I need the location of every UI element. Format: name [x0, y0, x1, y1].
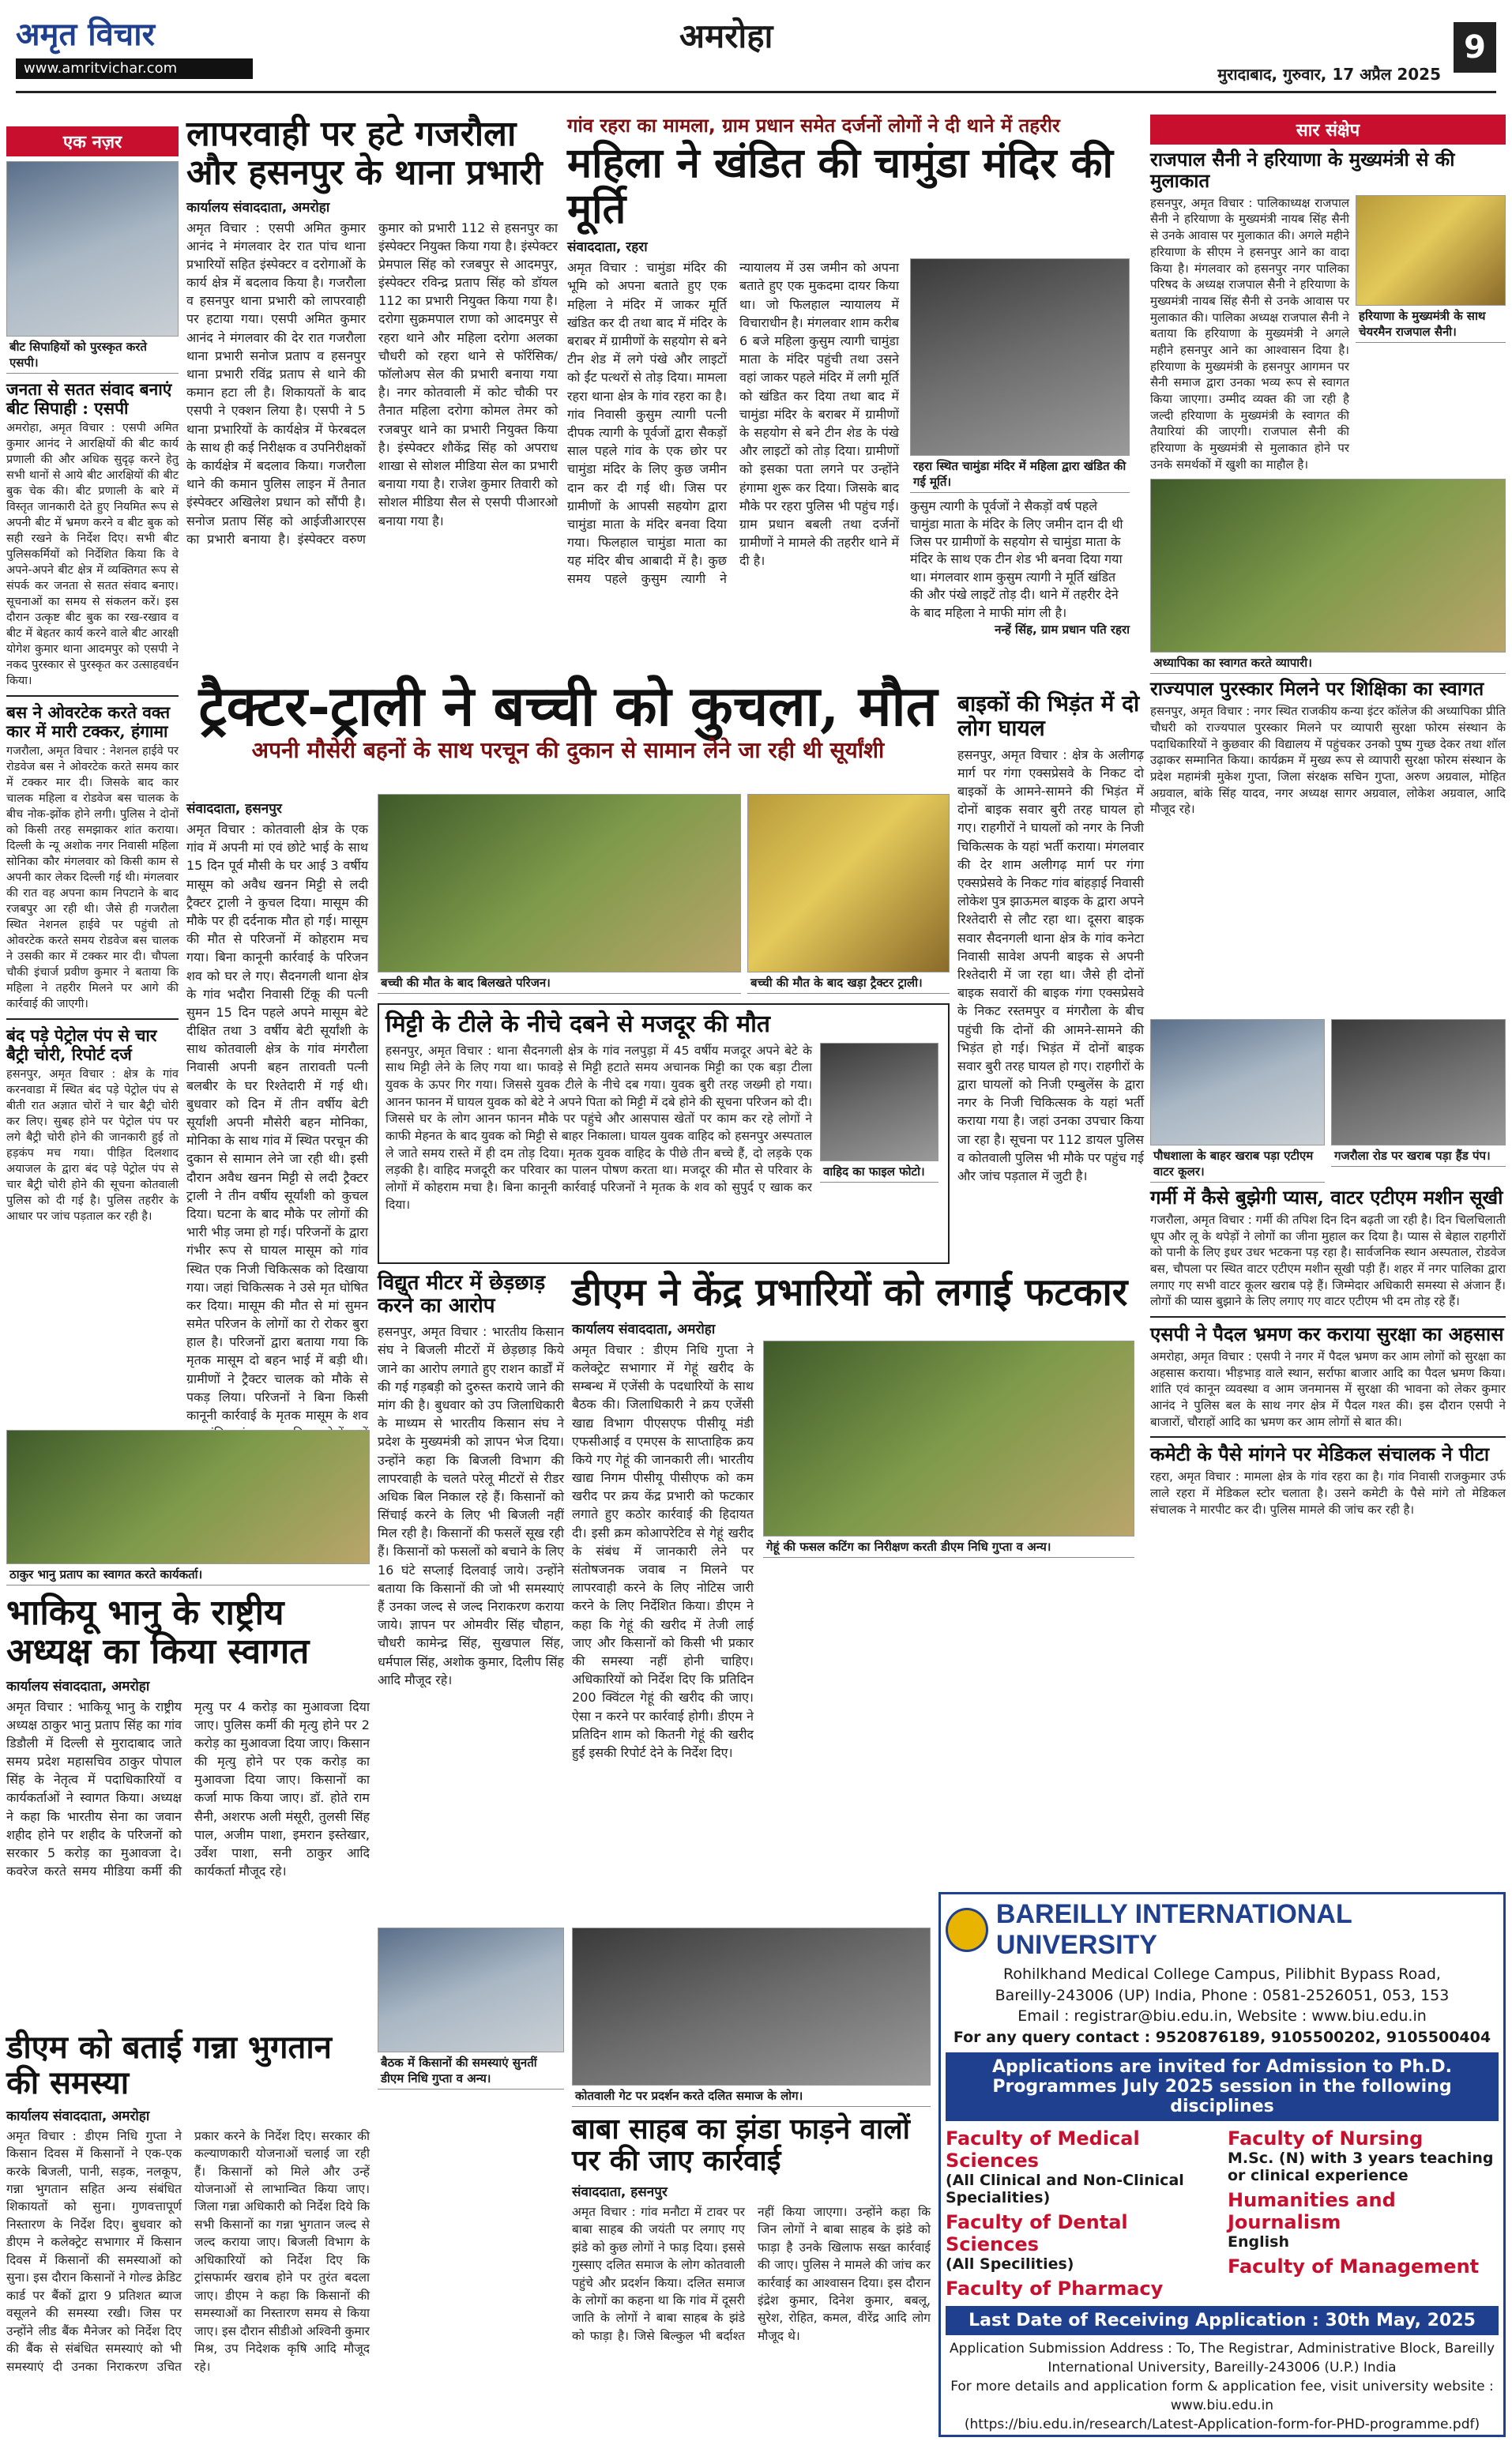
ganna-photo-block [378, 1928, 564, 2086]
story-headline: मिट्टी के टीले के नीचे दबने से मजदूर की मौत [386, 1010, 770, 1038]
faculty-item: Faculty of Nursing [1228, 2127, 1424, 2150]
story-body: अमृत विचार : एसपी अमित कुमार आनंद ने मंगलवार देर रात पांच थाना प्रभारियों सहित इंस्पेक्टर व दरोगाओं के कार्य क्षेत्र में बदलाव किया है। गजरौला व हसनपुर थाना प्रभारी को लापरवाही पर हटाया गया। एसपी अमित कुमार आनंद ने मंगलवार की देर रात गजरौला थाना प्रभारी सनोज प्रताप व हसनपुर थाना प्रभारी रविंद्र प्रताप से थाने की कमान हटा ली है। शिकायतों के बाद एसपी ने एक्शन लिया है। एसपी ने 5 थाना प्रभारियों के कार्यक्षेत्र में फेरबदल के साथ ही कई निरीक्षक व उपनिरीक्षकों के कार्यक्षेत्र में बदलाव किया। गजरौला थाने की कमान पुलिस लाइन में तैनात इंस्पेक्टर अखिलेश प्रधान को सौंपी है। सनोज प्रताप सिंह को आईजीआरएस का प्रभारी बनाया है। इंस्पेक्टर वरुण कुमार को प्रभारी 112 से हसनपुर का इंस्पेक्टर नियुक्त किया गया है। इंस्पेक्टर प्रेमपाल सिंह को रजबपुर से आदमपुर, इंस्पेक्टर रविन्द्र प्रताप सिंह को डॉयल 112 का प्रभारी नियुक्त किया गया है। दरोगा सुक्रमपाल राणा को आदमपुर से रहरा थाने और महिला दरोगा अलका चौधरी को रहरा थाने से फॉरेंसिक/फॉलोअप सेल की प्रभारी बनाया गया है। नगर कोतवाली में कोट चौकी पर तैनात महिला दरोगा कोमल तेमर को रजबपुर थाने का प्रभारी नियुक्त किया है। इंस्पेक्टर शौकेंद्र सिंह को अपराध शाखा से सोशल मीडिया सेल का प्रभारी बनाया गया है। राजेश कुमार तिवारी को सोशल मीडिया सैल से एसपी पीआरओ बनाया गया है। [186, 220, 558, 547]
university-advertisement[interactable] [938, 1892, 1506, 2437]
story-body: हसनपुर, अमृत विचार : नगर स्थित राजकीय कन्या इंटर कॉलेज की अध्यापिका प्रीति चौधरी को राज्यपाल पुरस्कार मिलने पर व्यापारी सुरक्षा फोरम संस्थान के पदाधिकारियों ने कुछवार की विद्यालय में पहुंचकर उनको पुष्प गुच्छ देकर तथा शॉल उढ़ाकर सम्मानित किया। कार्यक्रम में मुख्य रूप से व्यापारी सुरक्षा फोरम संस्थान के प्रदेश महामंत्री मुकेश गुप्ता, जिला संरक्षक सचिन गुप्ता, अरुण अग्रवाल, मोहित अग्रवाल, बांके सिंह यादव, नगर अध्यक्ष सागर अग्रवाल, लोकेश अग्रवाल, आदि मौजूद रहे। [1150, 704, 1506, 817]
masthead [16, 6, 1496, 93]
byline: संवाददाता, रहरा [567, 239, 648, 256]
faculty-item: Faculty of Medical Sciences [946, 2127, 1140, 2172]
faculty-item: Faculty of Dental Sciences [946, 2211, 1128, 2256]
newspaper-logo: अमृत विचार [16, 16, 155, 53]
faculty-detail: M.Sc. (N) with 3 years teaching or clinical experience [1228, 2150, 1494, 2185]
ad-footer-line: For more details and application form & application fee, visit university website : www.biu.edu.in [950, 2378, 1494, 2413]
story-body: अमृत विचार : भाकियू भानु के राष्ट्रीय अध्यक्ष ठाकुर भानु प्रताप सिंह का गांव डिडौली में दिल्ली से मुरादाबाद जाते समय प्रदेश महासचिव ठाकुर पोपाल सिंह के नेतृत्व में पदाधिकारियों व कार्यकर्ताओं ने स्वागत किया। अध्यक्ष ने कहा कि भारतीय सेना का जवान शहीद होने पर शहीद के परिजनों को सरकार 5 करोड़ का मुआवजा दे। कवरेज करते समय मीडिया कर्मी की मृत्यु पर 4 करोड़ का मुआवजा दिया जाए। पुलिस कर्मी की मृत्यु होने पर 2 करोड़ का मुआवजा दिया जाए। किसान की मृत्यु होने पर एक करोड़ का मुआवजा दिया जाए। किसानों का कर्जा माफ किया जाए। डॉ. होते राम सैनी, अशरफ अली मंसूरी, तुलसी सिंह पाल, अजीम पाशा, इमरान इस्तेखार, उर्वेश पाशा, सनी ठाकुर आदि कार्यकर्ता मौजूद रहे। [6, 1698, 370, 1879]
ad-email-line[interactable]: Email : registrar@biu.edu.in, Website : www.biu.edu.in [1017, 2007, 1427, 2026]
tractor-photos [378, 794, 950, 999]
story-body: अमृत विचार : डीएम निधि गुप्ता ने कलेक्ट्रेट सभागार में गेहूं खरीद के सम्बन्ध में एजेंसी के पदधारियों के साथ बैठक की। जिलाधिकारी ने क्रय एजेंसी खाद्य विभाग पीएसएफ पीसीयू मंडी एफसीआई व एमएस के साप्ताहिक क्रय किये गए गेहूं की जानकारी ली। भारतीय खाद्य निगम पीसीयू पीसीएफ को कम खरीद पर क्रय केंद्र प्रभारी को फटकार लगाते हुए कठोर कार्रवाई की हिदायत दी। इसी क्रम कोआपरेटिव से गेहूं खरीद के संबंध में जानकारी लेने पर संतोषजनक जवाब न मिलने पर लापरवाही करने के लिए नोटिस जारी करने के लिए निर्देशित किया। डीएम ने कहा कि गेहूं की खरीद में तेजी लाई जाए और किसानों को किसी भी प्रकार की समस्या नहीं होनी चाहिए। अधिकारियों को निर्देश दिए कि प्रतिदिन 200 क्विंटल गेहूं की खरीद की जाए। ऐसा न करने पर कार्रवाई होगी। डीएम ने प्रतिदिन शाम को कितनी गेहूं की खरीद हुई इसकी रिपोर्ट देने के निर्देश दिए। [572, 1341, 754, 1760]
story-body: अमृत विचार : डीएम निधि गुप्ता ने किसान दिवस में किसानों ने एक-एक करके बिजली, पानी, सड़क, नलकूप, गन्ना भुगतान सहित अन्य संबंधित शिकायतों को सुना। गुणवत्तापूर्ण निस्तारण के निर्देश दिए। बुधवार को डीएम ने कलेक्ट्रेट सभागार में किसान दिवस में किसानों की समस्याओं को सुना। इस दौरान किसानों ने गोल्ड क्रेडिट कार्ड पर बैंकों द्वारा 9 प्रतिशत ब्याज वसूलने की समस्या रखी। जिस पर उन्होंने लीड बैंक मैनेजर को निर्देश दिए की बैंक से संबंधित समस्याएं को भी समस्याएं दी उनका निराकरण उचित प्रकार करने के निर्देश दिए। सरकार की कल्याणकारी योजनाओं चलाई जा रही हैं। किसानों को मिले और उन्हें योजनाओं से लाभान्वित किया जाए। जिला गन्ना अधिकारी को निर्देश दिये कि सभी किसानों का गन्ना भुगतान जल्द से जल्द कराया जाए। बिजली विभाग के अधिकारियों को निर्देश दिए कि ट्रांसफार्मर खराब होने पर तुरंत बदला जाए। डीएम ने कहा कि किसानों की समस्याओं का निस्तारण समय से किया जाए। इस दौरान सीडीओ अश्विनी कुमार मिश्र, उप निदेशक कृषि आदि मौजूद रहे। [6, 2128, 370, 2374]
photo-caption: बैठक में किसानों की समस्याएं सुनतीं डीएम निधि गुप्ता व अन्य। [378, 2052, 564, 2090]
quote-attribution: नन्हें सिंह, ग्राम प्रधान पति रहरा [995, 623, 1130, 637]
left-column [6, 126, 179, 1422]
beat-police-photo [6, 161, 179, 337]
faculty-item: Faculty of Pharmacy [946, 2278, 1164, 2300]
broken-idol-photo [910, 258, 1130, 456]
story-body: अमृत विचार : चामुंडा मंदिर की भूमि को अपना बताते हुए एक महिला ने मंदिर में जाकर मूर्ति खंडित कर दी तथा बाद में मंदिर के बराबर में ग्रामीणों के सहयोग से बने टीन शेड में लगे पंखे और लाइटों को ईंट पत्थरों से तोड़ दिया। मामला रहरा थाना क्षेत्र के गांव रहरा का है। गांव निवासी कुसुम त्यागी पत्नी दीपक त्यागी के पूर्वजों द्वारा सैकड़ों साल पहले गांव के एक छोर पर चामुंडा मंदिर के लिए कुछ जमीन दान कर दी गई थी। जिस पर ग्रामीणों के आपसी सहयोग द्वारा चामुंडा माता के मंदिर बनवा दिया गया। फिलहाल चामुंडा माता का यह मंदिर बीच आबादी में है। कुछ समय पहले कुसुम त्यागी ने न्यायालय में उस जमीन को अपना बताते हुए एक मुकदमा दायर किया था। जो फिलहाल न्यायालय में विचाराधीन है। मंगलवार शाम करीब 6 बजे महिला कुसुम त्यागी चामुंडा माता के मंदिर पहुंची तथा उसने वहां जाकर पहले मंदिर में लगी मूर्ति को खंडित कर दिया तथा बाद में चामुंडा मंदिर के बराबर में ग्रामीणों के सहयोग से बने टीन शेड के पंखे और लाइटों को तोड़ दिया। ग्रामीणों को इसका पता लगने पर उन्होंने हंगामा शुरू कर दिया। जिसके बाद मौके पर रहरा पुलिस भी पहुंच गई। ग्राम प्रधान बबली तथा दर्जनों ग्रामीणों ने मामले की तहरीर थाने में दी है। [567, 260, 899, 587]
baba-sahab-story [572, 1928, 931, 2441]
byline: कार्यालय संवाददाता, अमरोहा [6, 1678, 150, 1695]
edition-title: अमरोहा [679, 17, 773, 55]
kisan-meeting-photo [378, 1928, 564, 2052]
protest-photo [572, 1928, 931, 2086]
tractor-story-col [186, 794, 368, 1423]
photo-caption: ठाकुर भानु प्रताप का स्वागत करते कार्यकर्ता। [6, 1564, 370, 1585]
pull-quote: कुसुम त्यागी के पूर्वजों ने सैकड़ों वर्ष पहले चामुंडा माता के मंदिर के लिए जमीन दान दी थी जिस पर ग्रामीणों के सहयोग से चामुंडा माता के मंदिर के साथ एक टीन शेड भी बनवा दिया गया था। मंगलवार शाम कुसुम त्यागी ने मूर्ति खंडित की और पंखे लाइटें तोड़ दी। थाने में तहरीर देने के बाद महिला ने माफी मांग ली है। [910, 498, 1123, 620]
mandir-story [567, 115, 1130, 683]
ek-nazar-tag: एक नज़र [6, 126, 179, 156]
story-body: हसनपुर, अमृत विचार : पालिकाध्यक्ष राजपाल सैनी ने हरियाणा के मुख्यमंत्री नायब सिंह सैनी से उनके आवास पर मुलाकात की। अगले महीने हरियाणा के सीएम ने हसनपुर आने का वादा किया है। मंगलवार को हसनपुर नगर पालिका परिषद के अध्यक्ष राजपाल सैनी ने हरियाणा के मुख्यमंत्री नायब सिंह सैनी से उनके आवास पर मुलाकात की। पालिका अध्यक्ष राजपाल सैनी ने बताया कि हरियाणा के मुख्यमंत्री ने अगले महीने हसनपुर आने का आश्वासन दिया है। हरियाणा के मुख्यमंत्री के हसनपुर आगमन पर सैनी समाज द्वारा उनका भव्य रूप से स्वागत किया जाएगा। उम्मीद व्यक्त की जा रही है जल्दी हरियाणा के मुख्यमंत्री के स्वागत की तैयारियां की जाएगी। राजपाल सैनी की हरियाणा के मुख्यमंत्री से मुलाकात होने पर उनके समर्थकों में खुशी का माहौल है। [1150, 195, 1349, 472]
story-headline: महिला ने खंडित की चामुंडा मंदिर की मूर्ति [567, 138, 1113, 234]
story-headline: डीएम ने केंद्र प्रभारियों को लगाई फटकार [572, 1270, 1128, 1315]
photo-caption: गजरौला रोड पर खराब पड़ा हैंड पंप। [1331, 1145, 1506, 1167]
story-body: अमृत विचार : कोतवाली क्षेत्र के एक गांव में अपनी मां एवं छोटे भाई के साथ 15 दिन पूर्व मौसी के घर आई 3 वर्षीय मासूम को अवैध खनन मिट्टी से लदी ट्रैक्टर ट्राली ने कुचल दिया। मासूम की मौके पर ही दर्दनाक मौत हो गई। मासूम की मौत से परिजनों में कोहराम मच गया। बिना कानूनी कार्रवाई के परिजन शव को घर ले गए। सैदनगली थाना क्षेत्र के गांव भदौरा निवासी टिंकू की पत्नी सुमन 15 दिन पहले अपने मासूम बेटे दीक्षित तथा 3 वर्षीय बेटी सूर्यांशी के साथ कोतवाली क्षेत्र के गांव मंगरौला निवासी अपनी बहन तारावती पत्नी बलबीर के घर रिश्तेदारी में गई थी। बुधवार को दिन में तीन वर्षीय बेटी सूर्यांशी अपनी मौसेरी बहन मोनिका, मोनिका के साथ गांव में स्थित परचून की दुकान से सामान लेने जा रही थी। इसी दौरान अवैध खनन मिट्टी से लदी ट्रैक्टर ट्राली ने तीन वर्षीय सूर्यांशी को कुचल दिया। घटना के बाद मौके पर लोगों की भारी भीड़ जमा हो गई। परिजनों के द्वारा गंभीर रूप से घायल मासूम को गांव स्थित एक निजी चिकित्सक को दिखाया गया। जहां चिकित्सक ने उसे मृत घोषित कर दिया। मासूम की मौत से मां सुमन समेत परिजन के लोगों का रो रोकर बुरा हाल है। परिजनों द्वारा बताया गया कि मृतक मासूम दो बहन भाई में बड़ी थी। ग्रामीणों ने ट्रैक्टर चालक को मौके से पकड़ लिया। परिजनों ने बिना किसी कानूनी कार्रवाई के मृतक मासूम के शव [186, 822, 368, 1423]
story-headline: बाबा साहब का झंडा फाड़ने वालों पर की जाए कार्रवाई [572, 2112, 910, 2178]
photo-caption: रहरा स्थित चामुंडा मंदिर में महिला द्वारा खंडित की गई मूर्ति। [910, 456, 1130, 493]
story-headline: कमेटी के पैसे मांगने पर मेडिकल संचालक ने पीटा [1150, 1443, 1490, 1466]
ganna-story [6, 2030, 370, 2441]
dm-story [572, 1272, 1144, 1920]
story-headline: ट्रैक्टर-ट्राली ने बच्ची को कुचला, मौत [198, 673, 938, 739]
teacher-welcome-photo [1150, 479, 1506, 653]
page-number: 9 [1454, 22, 1496, 73]
mitti-story-box [378, 1003, 950, 1264]
story-headline: राजपाल सैनी ने हरियाणा के मुख्यमंत्री से की मुलाकात [1150, 148, 1455, 192]
right-column [1150, 115, 1506, 1007]
story-body: रहरा, अमृत विचार : मामला क्षेत्र के गांव रहरा का है। गांव निवासी राजकुमार उर्फ लाले रहरा में मेडिकल स्टोर चलाता है। उसने कमेटी के पैसे मांगे तो मेडिकल संचालक ने मारपीट कर दी। पुलिस मामले की जांच कर रही है। [1150, 1469, 1506, 1517]
photo-caption: पौधशाला के बाहर खराब पड़ा एटीएम वाटर कूलर। [1150, 1145, 1325, 1183]
photo-caption: अध्यापिका का स्वागत करते व्यापारी। [1150, 653, 1506, 674]
story-body: हसनपुर, अमृत विचार : क्षेत्र के गांव करनवाडा में स्थित बंद पड़े पेट्रोल पंप से बीती रात अज्ञात चोरों ने चार बैट्री चोरी कर लिए। सुबह होने पर पेट्रोल पंप पर लगे बैट्री चोरी होने की जानकारी हुई तो हड़कंप मच गया। पीड़ित दिलशाद अयाजल के द्वारा बंद पड़े पेट्रोल पंप से चार बैट्री चोरी होने की सूचना कोतवाली पुलिस को दी गई है। पुलिस तहरीर के आधार पर जांच पड़ताल कर रही है। [6, 1068, 179, 1224]
story-headline: विद्युत मीटर में छेड़छाड़ करने का आरोप [378, 1271, 546, 1318]
victim-file-photo [820, 1043, 938, 1161]
ad-title: BAREILLY INTERNATIONAL UNIVERSITY [996, 1899, 1499, 1961]
byline: संवाददाता, हसनपुर [186, 801, 282, 817]
story-headline: लापरवाही पर हटे गजरौला और हसनपुर के थाना प्रभारी [186, 114, 543, 194]
faculty-detail: (All Clinical and Non-Clinical Specialities) [946, 2172, 1184, 2207]
ad-deadline: Last Date of Receiving Application : 30th May, 2025 [946, 2306, 1499, 2335]
story-headline: जनता से सतत संवाद बनाएं बीट सिपाही : एसपी [6, 379, 172, 418]
faculty-item: Humanities and Journalism [1228, 2189, 1396, 2234]
story-headline: राज्यपाल पुरस्कार मिलने पर शिक्षिका का स्वागत [1150, 677, 1484, 701]
story-headline: भाकियू भानु के राष्ट्रीय अध्यक्ष का किया स्वागत [6, 1593, 310, 1672]
tractor-photo [747, 794, 950, 972]
water-cooler-photo [1150, 1019, 1325, 1145]
ad-footer-line: Application Submission Address : To, The Registrar, Administrative Block, Bareilly International University, Bareilly-243006 (U.P.) India [949, 2341, 1495, 2376]
photo-caption: बच्ची की मौत के बाद बिलखते परिजन। [378, 972, 741, 994]
dateline: मुरादाबाद, गुरुवार, 17 अप्रैल 2025 [1217, 65, 1441, 84]
cm-meeting-photo [1356, 195, 1506, 306]
faculty-item: Faculty of Management [1228, 2255, 1480, 2278]
right-column-lower [1150, 1019, 1506, 1888]
byline: कार्यालय संवाददाता, अमरोहा [186, 199, 330, 216]
story-headline: एसपी ने पैदल भ्रमण कर कराया सुरक्षा का अहसास [1150, 1322, 1504, 1345]
hand-pump-photo [1331, 1019, 1506, 1145]
photo-caption: कोतवाली गेट पर प्रदर्शन करते दलित समाज के लोग। [572, 2086, 931, 2107]
story-subheadline: अपनी मौसेरी बहनों के साथ परचून की दुकान से सामान लेने जा रही थी सूर्यांशी [251, 737, 885, 764]
story-headline: बस ने ओवरटेक करते वक्त कार में मारी टक्कर, हंगामा [6, 702, 171, 741]
bijli-story [378, 1272, 564, 1920]
story-body: हसनपुर, अमृत विचार : भारतीय किसान संघ ने बिजली मीटरों में छेड़छाड़ किये जाने का आरोप लगाते हुए राशन कार्डों में की गई गड़बड़ी को दुरुस्त कराये जाने की मांग की है। बुधवार को उप जिलाधिकारी के माध्यम से भारतीय किसान संघ ने प्रदेश के मुख्यमंत्री को ज्ञापन भेज दिया। उन्होंने कहा कि बिजली विभाग की लापरवाही के चलते परेलू मीटरों से रीडर अधिक बिल निकाल रहे हैं। किसानों को सिंचाई करने के लिए भी बिजली नहीं मिल रही है। किसानों की फसलें सूख रही हैं। किसानों को फसलों को बचाने के लिए 16 घंटे सप्लाई दिलवाई जाये। उन्होंने बताया कि किसानों की जो भी समस्याएं हैं उनका जल्द से जल्द निराकरण कराया जाये। ज्ञापन पर ओमवीर सिंह चौहान, चौधरी कामेन्द्र सिंह, सुखपाल सिंह, धर्मपाल सिंह, अशोक कुमार, दिलीप सिंह आदि मौजूद रहे। [378, 1324, 564, 1687]
story-body: अमरोहा, अमृत विचार : एसपी अमित कुमार आनंद ने आरक्षियों की बीट कार्य प्रणाली की और अधिक सुदृढ़ करने हेतु सभी थानों से आये बीट आरक्षियों की बीट बुक चेक की। बीट प्रणाली के बारे में विस्तृत जानकारी देते हुए नियमित रूप से अपनी बीट में भ्रमण करने व बीट बुक को सही रखने के निर्देश दिए। सभी बीट पुलिसकर्मियों को निर्देशित किया कि वे अपने-अपने बीट क्षेत्र में व्यक्तिगत रूप से संपर्क कर जनता से सतत संवाद बनाए। सूचनाओं का समय से संकलन करें। इस दौरान उत्कृष्ट बीट बुक का रख-रखाव व बीट में बेहतर कार्य करने वाले बीट आरक्षी योगेश कुमार थाना आदमपुर को एसपी ने नकद पुरस्कार से पुरस्कृत कर उत्साहवर्धन किया। [6, 422, 179, 688]
saar-sankshep-tag: सार संक्षेप [1150, 115, 1506, 145]
byline: कार्यालय संवाददाता, अमरोहा [572, 1321, 716, 1337]
story-headline: डीएम को बताई गन्ना भुगतान की समस्या [6, 2029, 332, 2101]
bhanu-story [6, 1430, 370, 2014]
tractor-headline-block [186, 675, 950, 778]
photo-caption: वाहिद का फाइल फोटो। [820, 1161, 938, 1183]
welcome-photo [6, 1430, 370, 1564]
photo-caption: हरियाणा के मुख्यमंत्री के साथ चेयरमैन राजपाल सैनी। [1356, 306, 1506, 343]
story-body: अमरोहा, अमृत विचार : एसपी ने नगर में पैदल भ्रमण कर आम लोगों को सुरक्षा का अहसास कराया। भीड़भाड़ वाले स्थान, सर्राफा बाजार आदि का पैदल भ्रमण किया। शांति एवं कानून व्यवस्था व आम जनमानस में सुरक्षा की भावना को लेकर कुमार आनंद ने पुलिस बल के साथ नगर क्षेत्र में पैदल गश्त की। इस दौरान एसपी ने बाजारों, चौराहों आदि का भ्रमण कर आम लोगों से बात की। [1150, 1349, 1506, 1429]
story-kicker: गांव रहरा का मामला, ग्राम प्रधान समेत दर्जनों लोगों ने दी थाने में तहरीर [567, 115, 1060, 137]
university-logo-icon [946, 1908, 988, 1952]
ad-contact-line: For any query contact : 9520876189, 9105500202, 9105500404 [953, 2028, 1491, 2046]
grieving-family-photo [378, 794, 741, 972]
story-body: अमृत विचार : गांव मनौटा में टावर पर बाबा साहब की जयंती पर लगाए गए झंडे को कुछ लोगों ने फाड़ दिया। इससे गुस्साए दलित समाज के लोग कोतवाली पहुंचे और प्रदर्शन किया। दलित समाज के लोगों का कहना था कि गांव में दूसरी जाति के लोगों ने बाबा साहब के झंडे को फाड़ा है। जिसे बिल्कुल भी बर्दाश्त नहीं किया जाएगा। उन्होंने कहा कि जिन लोगों ने बाबा साहब के झंडे को फाड़ा है उनके खिलाफ सख्त कार्रवाई की जाए। पुलिस ने मामले की जांच कर कार्रवाई का आश्वासन दिया। इस दौरान इंद्रेश कुमार, दिनेश कुमार, बबलू, सुरेश, रोहित, कमल, वीरेंद्र आदि लोग मौजूद थे। [572, 2204, 931, 2343]
ad-footer-link[interactable]: (https://biu.edu.in/research/Latest-Application-form-for-PHD-programme.pdf) [964, 2416, 1480, 2432]
photo-caption: गेहूं की फसल कटिंग का निरीक्षण करती डीएम निधि गुप्ता व अन्य। [763, 1537, 1134, 1558]
story-body: हसनपुर, अमृत विचार : थाना सैदनगली क्षेत्र के गांव नलपुड़ा में 45 वर्षीय मजदूर अपने बेटे के साथ मिट्टी लेने के लिए गया था। फावड़े से मिट्टी हटाते समय अचानक मिट्टी का एक बड़ा टीला युवक के ऊपर गिर गया। जिससे युवक टीले के नीचे दब गया। युवक बुरी तरह जख्मी हो गया। आनन फानन में घायल युवक को बेटे ने अपने पिता को मिट्टी में दबे होने की सूचना परिजन को दी। जिससे घर के लोग आनन फानन मौके पर पहुंचे और आसपास खेतों पर काम कर रहे लोगों ने काफी मेहनत के बाद युवक को मिट्टी से बाहर निकाला। घायल युवक वाहिद को हसनपुर अस्पताल ले जाते समय रास्ते में ही दम तोड़ दिया। मृतक युवक वाहिद के पीछे तीन बच्चे हैं, दो लड़के एक लड़की है। वाहिद मजदूरी कर परिवार का पालन पोषण करता था। मजदूर की मौत से परिवार के लोगों में कोहराम मचा है। बिना कानूनी कार्रवाई परिजनों ने मृतक के शव को सुपुर्द ए खाक कर दिया। [386, 1043, 812, 1212]
story-headline: बंद पड़े पेट्रोल पंप से चार बैट्री चोरी, रिपोर्ट दर्ज [6, 1025, 157, 1064]
photo-caption: बच्ची की मौत के बाद खड़ा ट्रैक्टर ट्राली। [747, 972, 950, 994]
byline: कार्यालय संवाददाता, अमरोहा [6, 2108, 150, 2124]
story-headline: बाइकों की भिड़ंत में दो लोग घायल [957, 690, 1140, 742]
website-url[interactable]: www.amritvichar.com [16, 58, 253, 79]
story-headline: गर्मी में कैसे बुझेगी प्यास, वाटर एटीएम मशीन सूखी [1150, 1186, 1503, 1209]
ad-address-line: Rohilkhand Medical College Campus, Pilibhit Bypass Road, [1003, 1965, 1441, 1983]
photo-caption: बीट सिपाहियों को पुरस्कृत करते एसपी। [6, 337, 179, 374]
ad-banner: Applications are invited for Admission to Ph.D. Programmes July 2025 session in the following disciplines [946, 2052, 1499, 2121]
byline: संवाददाता, हसनपुर [572, 2184, 668, 2200]
story-body: हसनपुर, अमृत विचार : क्षेत्र के अलीगढ़ मार्ग पर गंगा एक्सप्रेसवे के निकट दो बाइकों के आमने-सामने की भिड़ंत में दोनों बाइक सवार बुरी तरह घायल हो गए। राहगीरों ने घायलों को नगर के निजी चिकित्सक के यहां भर्ती कराया। मंगलवार की देर शाम अलीगढ़ मार्ग पर गंगा एक्सप्रेसवे के निकट गांव बांहड़ाई निवासी लोकेश पुत्र झाऊमल बाइक के द्वारा अपने रिश्तेदारी से लौट रहा था। दूसरा बाइक सवार सैदनगली थाना क्षेत्र के गांव कनेटा निवासी सावेश अपनी बाइक से अपनी रिश्तेदारी में जा रहा था। जैसे ही दोनों बाइक सवारों की बाइक गंगा एक्सप्रेसवे के निकट रस्तमपुर व मंगरौला के बीच पहुंची कि दोनों की आमने-सामने की भिड़ंत हो गई। भिड़ंत में दोनों बाइक सवार बुरी तरह घायल हो गए। राहगीरों के द्वारा घायलों को निजी एम्बुलेंस के द्वारा नगर के निजी चिकित्सक के यहां भर्ती कराया गया है। जहां उनका उपचार किया जा रहा है। सूचना पर 112 डायल पुलिस व कोतवाली पुलिस भी मौके पर पहुंच गई और जांच पड़ताल में जुटी है। [957, 747, 1144, 1184]
wheat-inspection-photo [763, 1341, 1134, 1537]
faculty-detail: (All Specilities) [946, 2255, 1074, 2274]
faculty-detail: English [1228, 2233, 1289, 2251]
ad-address-line: Bareilly-243006 (UP) India, Phone : 0581-2526051, 053, 153 [995, 1986, 1450, 2004]
story-body: गजरौला, अमृत विचार : नेशनल हाईवे पर रोडवेज बस ने ओवरटेक करते समय कार में टक्कर मार दी। जिसके बाद कार चालक महिला व रोडवेज बस चालक के बीच नोक-झोंक होने लगी। पुलिस ने दोनों को किसी तरह समझाकर शांत कराया। दिल्ली के न्यू अशोक नगर निवासी महिला सोनिका कौर मंगलवार को किसी काम से अपनी कार लेकर दिल्ली गई थी। मंगलवार की रात वह अपना काम निपटाने के बाद रजबपुर आ रही थी। जैसे ही गजरौला स्थित नेशनल हाईवे पर पहुंची तो ओवरटेक करते समय रोडवेज बस चालक ने उसकी कार में टक्कर मार दी। चौपला चौकी इंचार्ज प्रवीण कुमार ने बताया कि महिला ने तहरीर मिलने पर आगे की कार्रवाई की जाएगी। [6, 745, 179, 1011]
story-body: गजरौला, अमृत विचार : गर्मी की तपिश दिन दिन बढ़ती जा रही है। दिन चिलचिलाती धूप और लू के थपेड़ों ने लोगों का जीना मुहाल कर दिया है। प्यास से बेहाल राहगीरों को पानी के लिए इधर उधर भटकना पड़ रहा है। सार्वजनिक स्थान अस्पताल, रोडवेज बस, चौपला पर स्थित वाटर एटीएम मशीन सूखी पड़ी हैं। शहर में नगर पालिका द्वारा लगाए गए सभी वाटर कूलर खराब पड़े हैं। जिम्मेदार अधिकारी समस्या से अंजान हैं। लोगों की प्यास बुझाने के लिए लगाए गए वाटर एटीएम भी दम तोड़ रहे हैं। [1150, 1212, 1506, 1309]
